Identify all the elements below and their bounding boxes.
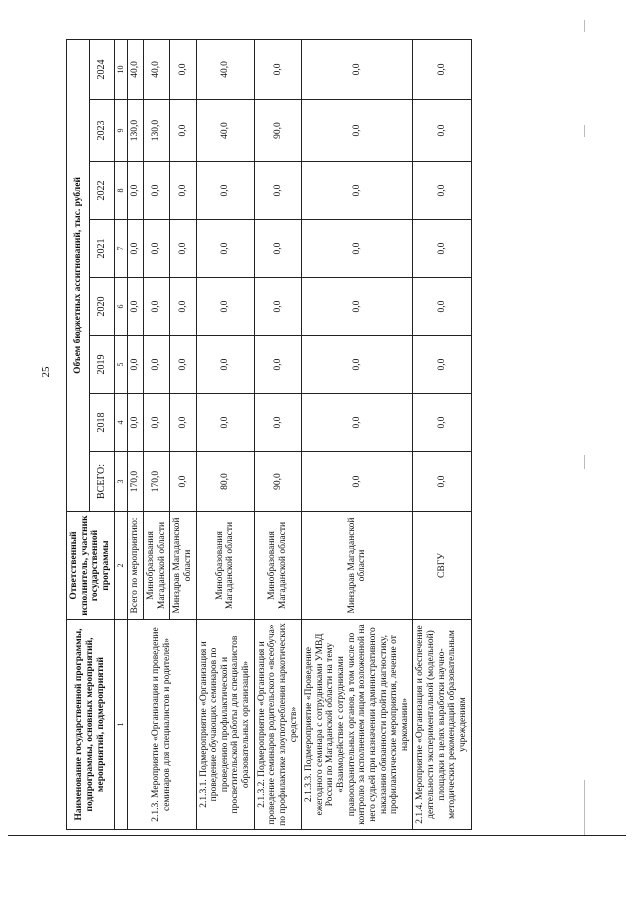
row-value: 0,0 — [128, 220, 144, 278]
row-value: 0,0 — [144, 394, 170, 452]
row-value: 0,0 — [196, 162, 254, 220]
rotated-table-wrapper — [66, 40, 544, 830]
row-total: 170,0 — [128, 452, 144, 512]
row-value: 0,0 — [302, 278, 413, 336]
row-value: 0,0 — [413, 220, 471, 278]
column-number-row — [114, 39, 128, 829]
row-executor: Минобразования Магаданской области — [144, 512, 170, 620]
row-executor: Всего по мероприятию: — [128, 512, 144, 620]
row-total: 90,0 — [254, 452, 302, 512]
row-total: 0,0 — [413, 452, 471, 512]
row-value: 40,0 — [196, 39, 254, 99]
row-value: 0,0 — [254, 394, 302, 452]
column-number: 8 — [114, 162, 128, 220]
margin-mark-top — [584, 20, 585, 32]
table-row — [196, 39, 254, 829]
row-total: 170,0 — [144, 452, 170, 512]
rotated-page-content — [66, 40, 544, 830]
header-year-2022: 2022 — [90, 162, 114, 220]
page-number: 25 — [40, 366, 52, 378]
row-total: 80,0 — [196, 452, 254, 512]
header-year-2021: 2021 — [90, 220, 114, 278]
column-number: 7 — [114, 220, 128, 278]
row-value: 0,0 — [254, 336, 302, 394]
row-value: 0,0 — [413, 39, 471, 99]
header-name: Наименование государственной программы, подпрограммы, основных мероприятий, мероприятий, подмероприятий — [67, 620, 115, 830]
row-value: 0,0 — [254, 220, 302, 278]
header-year-2023: 2023 — [90, 100, 114, 162]
row-value: 0,0 — [302, 39, 413, 99]
header-executor: Ответственный исполнитель, участник государственной программы — [67, 512, 115, 620]
header-year-2024: 2024 — [90, 39, 114, 99]
column-number: 9 — [114, 100, 128, 162]
margin-mark-2 — [584, 455, 585, 469]
row-value: 0,0 — [254, 162, 302, 220]
row-value: 0,0 — [144, 220, 170, 278]
row-value: 0,0 — [144, 278, 170, 336]
row-executor: Минобразования Магаданской области — [196, 512, 254, 620]
header-year-2020: 2020 — [90, 278, 114, 336]
row-name: 2.1.4. Мероприятие «Организация и обеспечение деятельности экспериментальной (модельной) площадки в целях выработки научно-методических рекомендаций образовательным учреждениям — [413, 620, 471, 830]
header-total: ВСЕГО: — [90, 452, 114, 512]
row-value: 0,0 — [196, 394, 254, 452]
row-value: 0,0 — [170, 394, 196, 452]
row-executor: Минобразования Магаданской области — [254, 512, 302, 620]
column-number: 4 — [114, 394, 128, 452]
row-value: 0,0 — [413, 100, 471, 162]
row-value: 0,0 — [170, 162, 196, 220]
row-value: 0,0 — [144, 162, 170, 220]
row-value: 0,0 — [128, 394, 144, 452]
budget-table — [66, 39, 472, 830]
table-row — [302, 39, 413, 829]
row-value: 0,0 — [128, 162, 144, 220]
row-value: 90,0 — [254, 100, 302, 162]
row-value: 0,0 — [413, 162, 471, 220]
row-value: 0,0 — [413, 278, 471, 336]
row-name: 2.1.3.3. Подмероприятие «Проведение ежегодного семинара с сотрудниками УМВД России по Магаданской области на тему «Взаимодействие с сотрудниками правоохранительных органов, в том числе по контролю за исполнением лицом возложенной на него судьей при назначении административного наказания обязанности пройти диагностику, профилактические мероприятия, лечение от наркомании» — [302, 620, 413, 830]
row-value: 130,0 — [128, 100, 144, 162]
row-value: 0,0 — [302, 336, 413, 394]
column-number: 6 — [114, 278, 128, 336]
margin-mark-1 — [584, 125, 585, 137]
row-value: 0,0 — [128, 336, 144, 394]
row-value: 40,0 — [128, 39, 144, 99]
row-executor: Минздрав Магаданской области — [170, 512, 196, 620]
row-value: 40,0 — [144, 39, 170, 99]
row-value: 0,0 — [170, 39, 196, 99]
row-value: 0,0 — [128, 278, 144, 336]
row-value: 0,0 — [302, 162, 413, 220]
row-value: 0,0 — [302, 394, 413, 452]
header-budget-group: Объем бюджетных ассигнований, тыс. рублей — [67, 39, 90, 511]
row-value: 0,0 — [170, 278, 196, 336]
row-total: 0,0 — [170, 452, 196, 512]
page-bottom-rule — [8, 835, 626, 836]
header-year-2019: 2019 — [90, 336, 114, 394]
row-value: 0,0 — [254, 278, 302, 336]
row-executor: Минздрав Магаданской области — [302, 512, 413, 620]
row-name: 2.1.3.1. Подмероприятие «Организация и проведение обучающих семинаров по проведению профилактической и просветительской работы для специалистов образовательных организаций» — [196, 620, 254, 830]
header-year-2018: 2018 — [90, 394, 114, 452]
row-value: 0,0 — [196, 336, 254, 394]
row-name: 2.1.3.2. Подмероприятие «Организация и проведение семинаров родительского «всеобуча» по профилактике злоупотребления наркотических средств» — [254, 620, 302, 830]
margin-mark-bottom — [584, 780, 585, 835]
column-number: 5 — [114, 336, 128, 394]
row-value: 0,0 — [170, 336, 196, 394]
row-value: 0,0 — [254, 39, 302, 99]
row-value: 130,0 — [144, 100, 170, 162]
row-total: 0,0 — [302, 452, 413, 512]
column-number: 2 — [114, 512, 128, 620]
row-value: 40,0 — [196, 100, 254, 162]
row-value: 0,0 — [413, 394, 471, 452]
row-value: 0,0 — [196, 220, 254, 278]
row-value: 0,0 — [196, 278, 254, 336]
table-row — [254, 39, 302, 829]
row-value: 0,0 — [413, 336, 471, 394]
row-name: 2.1.3. Мероприятие «Организация и проведение семинаров для специалистов и родителей» — [128, 620, 196, 830]
table-row — [128, 39, 144, 829]
row-value: 0,0 — [170, 100, 196, 162]
column-number: 3 — [114, 452, 128, 512]
row-value: 0,0 — [302, 100, 413, 162]
column-number: 1 — [114, 620, 128, 830]
table-row — [413, 39, 471, 829]
row-executor: СВГУ — [413, 512, 471, 620]
header-row-1 — [67, 39, 90, 829]
row-value: 0,0 — [144, 336, 170, 394]
column-number: 10 — [114, 39, 128, 99]
row-value: 0,0 — [302, 220, 413, 278]
row-value: 0,0 — [170, 220, 196, 278]
